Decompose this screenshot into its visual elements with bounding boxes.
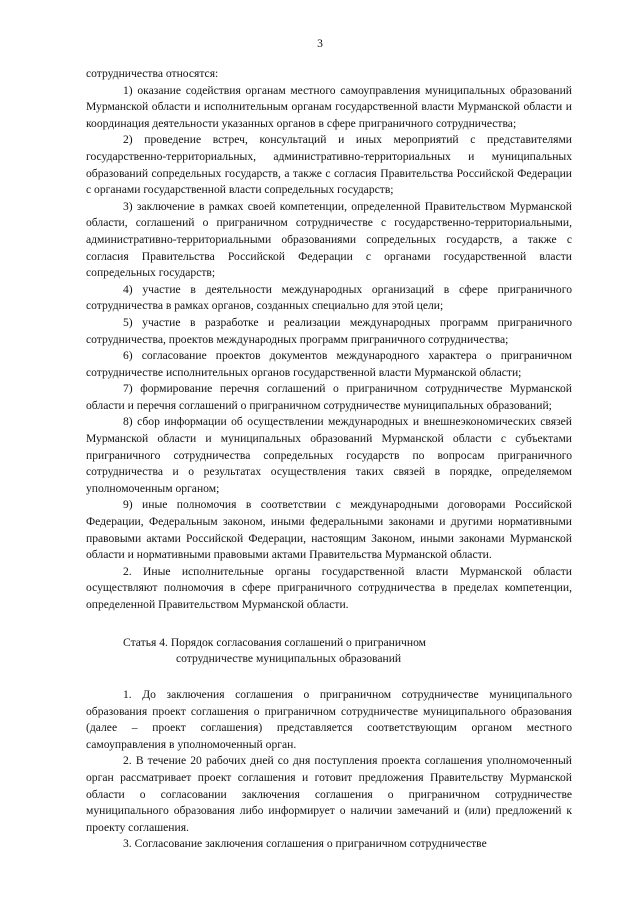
list-item-8: 8) сбор информации об осуществлении международных и внешнеэкономических связей Мурманской области и муниципальных образований Мурманской области с субъектами приграничного сотрудничества сопредельных государств по вопросам приграничного сотрудничества и о результатах осуществления таких связей в порядке, определяемом уполномоченным органом; (86, 415, 572, 495)
article-4-paragraph-1: 1. До заключения соглашения о приграничном сотрудничестве муниципального образования проект соглашения о приграничном сотрудничестве муниципального образования (далее – проект соглашения) представляется соответствующим органом местного самоуправления в уполномоченный орган. (86, 688, 572, 751)
paragraph-2: 2. Иные исполнительные органы государственной власти Мурманской области осуществляют полномочия в сфере приграничного сотрудничества в пределах компетенции, определенной Правительством Мурманской области. (86, 564, 572, 611)
list-item-2: 2) проведение встреч, консультаций и иных мероприятий с представителями государственно-территориальных, административно-территориальных и муниципальных образований сопредельных государств, а также с согласия Правительства Российской Федерации с органами государственной власти сопредельных государств; (86, 133, 572, 197)
list-item-6: 6) согласование проектов документов международного характера о приграничном сотрудничестве исполнительных органов государственной власти Мурманской области; (86, 349, 572, 379)
list-item-4: 4) участие в деятельности международных организаций в сфере приграничного сотрудничества в рамках органов, созданных специально для этой цели; (86, 282, 572, 313)
article-4-heading-line-1: Статья 4. Порядок согласования соглашений о приграничном (123, 635, 427, 649)
list-item-3: 3) заключение в рамках своей компетенции, определенной Правительством Мурманской области, соглашений о приграничном сотрудничестве с государственно-территориальными, административно-территориальными образованиями сопредельных государств, а также с согласия Правительства Российской Федерации с органами государственной власти сопредельных государств; (86, 199, 572, 280)
article-4-heading (86, 635, 572, 667)
article-4-paragraph-3: 3. Согласование заключения соглашения о приграничном сотрудничестве (123, 837, 487, 851)
page-number: 3 (317, 37, 323, 50)
list-item-5: 5) участие в разработке и реализации международных программ приграничного сотрудничества, проектов международных программ приграничного сотрудничества; (86, 315, 572, 346)
document-body (86, 66, 572, 853)
section-intro-line: сотрудничества относятся: (86, 67, 219, 80)
list-item-9: 9) иные полномочия в соответствии с международными договорами Российской Федерации, Федеральным законом, иными федеральными законами и другими нормативными правовыми актами Российской Федерации, настоящим Законом, иными законами Мурманской области и нормативными правовыми актами Правительства Мурманской области. (86, 498, 572, 562)
list-item-1: 1) оказание содействия органам местного самоуправления муниципальных образований Мурманской области и исполнительным органам государственной власти Мурманской области и координация деятельности указанных органов в сфере приграничного сотрудничества; (86, 83, 572, 130)
article-4-paragraph-2: 2. В течение 20 рабочих дней со дня поступления проекта соглашения уполномоченный орган рассматривает проект соглашения и готовит предложения Правительству Мурманской области о согласовании заключения соглашения о приграничном сотрудничестве муниципального образования либо информирует о наличии замечаний и (или) предложений к проекту соглашения. (86, 754, 572, 834)
article-4-heading-line-2: сотрудничестве муниципальных образований (176, 651, 402, 665)
list-item-7: 7) формирование перечня соглашений о приграничном сотрудничестве Мурманской области и перечня соглашений о приграничном сотрудничестве муниципальных образований; (86, 382, 572, 412)
